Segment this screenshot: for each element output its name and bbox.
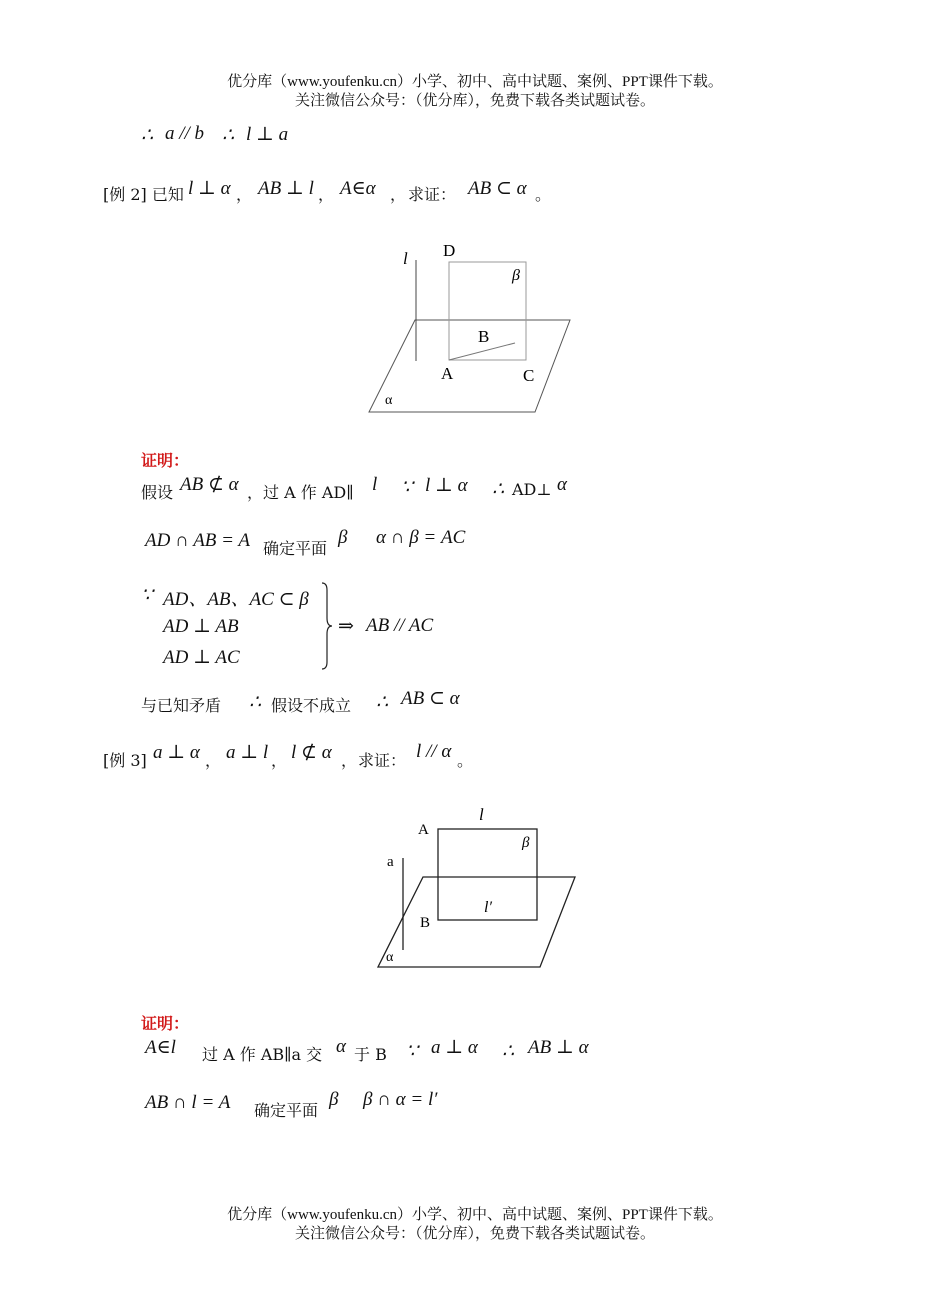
separator: ， [236, 185, 253, 204]
conclusion-parallel: a // b [165, 123, 205, 144]
proof-intersection: AB ∩ l = A [145, 1092, 231, 1113]
plane-alpha [378, 877, 575, 967]
proof-ad-perp: AD⊥ [512, 480, 552, 499]
proof-assumption: AB ⊄ α [180, 474, 239, 495]
brace-line-1: AD、AB、AC ⊂ β [163, 589, 309, 610]
proof-line-l: l [372, 474, 378, 495]
conclusion-perpendicular: l ⊥ a [246, 124, 289, 145]
example-3-label: [例 3] [103, 751, 147, 770]
therefore-symbol: ∴ [249, 692, 262, 713]
separator: ， [341, 751, 358, 770]
ex3-condition-1: a ⊥ α [153, 742, 200, 763]
brace-conclusion: AB // AC [366, 615, 434, 636]
period: 。 [535, 185, 552, 204]
therefore-symbol: ∴ [141, 125, 154, 146]
proof-intersection: AD ∩ AB = A [145, 530, 251, 551]
label-beta: β [512, 267, 520, 284]
proof-beta: β [338, 527, 348, 548]
because-symbol: ∵ [401, 477, 414, 498]
brace-line-3: AD ⊥ AC [163, 647, 240, 668]
proof-assumption-false: 假设不成立 [271, 696, 352, 715]
implies-symbol: ⇒ [338, 616, 354, 637]
separator: ， [271, 751, 288, 770]
because-symbol: ∵ [406, 1041, 419, 1062]
proof-ab-perp: AB ⊥ α [528, 1037, 589, 1058]
ex3-condition-3: l ⊄ α [291, 742, 332, 763]
label-beta: β [522, 835, 530, 851]
example-2-label: [例 2] 已知 [103, 185, 184, 204]
proof-suppose: 假设 [141, 483, 174, 502]
label-a-point: A [418, 822, 429, 838]
because-symbol: ∵ [141, 585, 154, 606]
proof-given: l ⊥ α [425, 475, 468, 496]
label-b: B [420, 915, 431, 931]
label-a-line: a [387, 854, 394, 870]
ex2-goal: AB ⊂ α [468, 178, 527, 199]
proof-plane-intersection: β ∩ α = l′ [363, 1089, 438, 1110]
proof-beta: β [329, 1089, 339, 1110]
footer-line-1: 优分库（www.youfenku.cn）小学、初中、高中试题、案例、PPT课件下载。 [227, 1207, 723, 1223]
ex3-goal: l // α [416, 741, 452, 762]
label-d: D [443, 241, 456, 260]
header-line-1: 优分库（www.youfenku.cn）小学、初中、高中试题、案例、PPT课件下载。 [227, 74, 723, 90]
proof-given: a ⊥ α [431, 1037, 478, 1058]
example-3-figure [370, 800, 580, 975]
proof-at-b: 于 B [354, 1045, 387, 1064]
proof-determine-plane: 确定平面 [263, 539, 328, 558]
proof-title: 证明： [141, 451, 190, 470]
separator: ， [318, 185, 335, 204]
therefore-symbol: ∴ [376, 692, 389, 713]
label-l: l [403, 249, 408, 268]
proof-alpha: α [336, 1036, 346, 1057]
therefore-symbol: ∴ [492, 479, 505, 500]
separator: ， [390, 185, 407, 204]
prove-label: 求证： [408, 185, 457, 204]
plane-alpha [369, 320, 570, 412]
ex2-condition-3: A∈α [340, 178, 376, 199]
ex3-condition-2: a ⊥ l [226, 742, 269, 763]
label-l: l [479, 805, 484, 824]
brace-line-2: AD ⊥ AB [163, 616, 239, 637]
right-brace [320, 582, 334, 670]
proof-alpha: α [557, 474, 567, 495]
period: 。 [457, 751, 474, 770]
label-b: B [478, 327, 490, 346]
proof-plane-intersection: α ∩ β = AC [376, 527, 466, 548]
header-line-2: 关注微信公众号：（优分库），免费下载各类试题试卷。 [294, 93, 655, 109]
proof-final-conclusion: AB ⊂ α [401, 688, 460, 709]
proof-title: 证明： [141, 1014, 190, 1033]
ex2-condition-2: AB ⊥ l [258, 178, 314, 199]
example-2-figure [360, 235, 580, 420]
proof-construction: 过 A 作 AB∥a 交 [202, 1045, 323, 1064]
label-c: C [523, 366, 535, 385]
proof-a-on-l: A∈l [145, 1037, 176, 1058]
footer-line-2: 关注微信公众号：（优分库），免费下载各类试题试卷。 [294, 1226, 655, 1242]
label-alpha: α [386, 950, 394, 965]
proof-contradiction: 与已知矛盾 [141, 696, 222, 715]
therefore-symbol: ∴ [502, 1041, 515, 1062]
proof-construction: ，过 A 作 AD∥ [247, 483, 354, 502]
label-alpha: α [385, 393, 393, 408]
prove-label: 求证： [358, 751, 407, 770]
label-l-prime: l′ [484, 899, 492, 916]
ex2-condition-1: l ⊥ α [188, 178, 231, 199]
label-a: A [441, 364, 454, 383]
separator: ， [205, 751, 222, 770]
proof-determine-plane: 确定平面 [254, 1101, 319, 1120]
therefore-symbol: ∴ [222, 125, 235, 146]
